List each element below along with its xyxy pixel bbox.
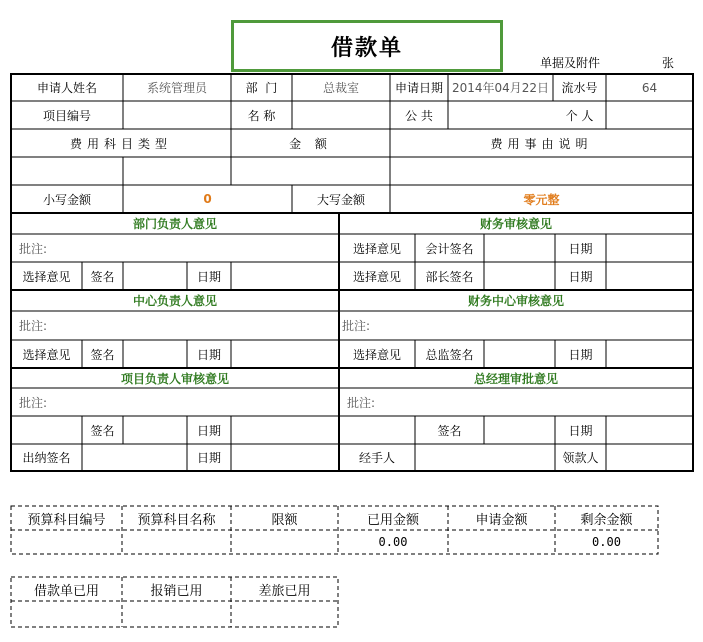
serial-label: 流水号 xyxy=(561,81,598,95)
dept-head-sign-field[interactable] xyxy=(123,262,187,290)
minister-sign-label: 部长签名 xyxy=(425,269,474,284)
cashier-date-field[interactable] xyxy=(231,444,339,471)
budget-header-code: 预算科目编号 xyxy=(27,512,106,528)
reason-header: 费用事由说明 xyxy=(490,136,593,151)
director-sign-label: 总监签名 xyxy=(425,347,474,362)
usage-header-travel: 差旅已用 xyxy=(258,583,311,599)
budget-value-name xyxy=(122,530,231,554)
director-date-label: 日期 xyxy=(568,347,593,362)
personal-label: 个 人 xyxy=(565,108,594,123)
gm-date-field[interactable] xyxy=(606,416,693,444)
budget-value-code xyxy=(11,530,122,554)
center-head-remark[interactable]: 批注: xyxy=(19,319,48,333)
gm-sign-field[interactable] xyxy=(484,416,555,444)
budget-header-apply: 申请金额 xyxy=(475,512,528,528)
receiver-label: 领款人 xyxy=(562,451,599,465)
minister-date-label: 日期 xyxy=(568,269,593,284)
project-head-date-field[interactable] xyxy=(231,416,339,444)
project-head-sign-label: 签名 xyxy=(90,423,115,438)
project-head-sign-field[interactable] xyxy=(123,416,187,444)
small-amount-value: 0 xyxy=(203,192,212,206)
section-gm-approval: 总经理审批意见 xyxy=(473,371,558,386)
accountant-sign-label: 会计签名 xyxy=(425,241,474,256)
center-head-date-label: 日期 xyxy=(196,347,221,362)
budget-header-used: 已用金额 xyxy=(366,512,419,528)
cashier-sign-field[interactable] xyxy=(82,444,187,471)
fee-type-name-field[interactable] xyxy=(123,157,231,185)
fee-type-code-field[interactable] xyxy=(11,157,123,185)
attachments-unit: 张 xyxy=(662,56,675,70)
section-finance-review: 财务审核意见 xyxy=(479,217,552,231)
budget-header-limit: 限额 xyxy=(271,512,298,528)
dept-label: 部 门 xyxy=(245,81,278,95)
reason-field[interactable] xyxy=(390,157,693,185)
center-head-sign-label: 签名 xyxy=(90,347,115,362)
project-no-field[interactable] xyxy=(123,101,231,129)
finance-center-choose-opinion[interactable]: 选择意见 xyxy=(352,347,401,362)
gm-date-label: 日期 xyxy=(568,423,593,438)
applicant-field[interactable]: 系统管理员 xyxy=(146,81,207,95)
finance-center-remark[interactable]: 批注: xyxy=(342,319,371,333)
project-head-remark[interactable]: 批注: xyxy=(19,395,48,410)
dept-head-date-field[interactable] xyxy=(231,262,339,290)
dept-head-remark[interactable]: 批注: xyxy=(19,241,48,256)
fee-type-header: 费用科目类型 xyxy=(69,136,172,151)
receiver-field[interactable] xyxy=(606,444,693,471)
minister-date-field[interactable] xyxy=(606,262,693,290)
dept-field[interactable]: 总裁室 xyxy=(322,81,359,95)
project-no-label: 项目编号 xyxy=(42,108,91,123)
amount-field[interactable] xyxy=(231,157,390,185)
budget-value-limit xyxy=(231,530,338,554)
gm-remark[interactable]: 批注: xyxy=(347,395,376,410)
form-title: 借款单 xyxy=(231,20,503,72)
personal-field[interactable] xyxy=(606,101,693,129)
dept-head-sign-label: 签名 xyxy=(90,269,115,284)
dept-head-date-label: 日期 xyxy=(196,269,221,284)
budget-value-used: 0.00 xyxy=(378,535,408,549)
amount-header: 金 额 xyxy=(289,136,332,151)
director-sign-field[interactable] xyxy=(484,340,555,368)
accountant-date-field[interactable] xyxy=(606,234,693,262)
dept-head-choose-opinion[interactable]: 选择意见 xyxy=(22,269,71,284)
budget-value-apply xyxy=(448,530,555,554)
attachments-label: 单据及附件 xyxy=(540,56,601,70)
serial-field: 64 xyxy=(641,80,658,95)
finance-choose-opinion-2[interactable]: 选择意见 xyxy=(352,269,401,284)
public-label: 公 共 xyxy=(405,108,433,123)
accountant-sign-field[interactable] xyxy=(484,234,555,262)
project-name-field[interactable] xyxy=(292,101,390,129)
section-finance-center: 财务中心审核意见 xyxy=(467,294,564,308)
usage-header-reimburse: 报销已用 xyxy=(150,583,203,599)
project-head-date-label: 日期 xyxy=(196,423,221,438)
budget-header-name: 预算科目名称 xyxy=(137,512,216,528)
section-center-head: 中心负责人意见 xyxy=(132,294,217,308)
date-label: 申请日期 xyxy=(394,81,443,95)
section-project-head: 项目负责人审核意见 xyxy=(120,371,229,386)
project-name-label: 名 称 xyxy=(247,108,276,123)
cashier-sign-label: 出纳签名 xyxy=(22,451,71,465)
center-head-date-field[interactable] xyxy=(231,340,339,368)
big-amount-value: 零元整 xyxy=(523,192,560,207)
gm-sign-label: 签名 xyxy=(437,423,462,438)
handler-field[interactable] xyxy=(415,444,555,471)
director-date-field[interactable] xyxy=(606,340,693,368)
budget-value-remaining: 0.00 xyxy=(592,535,621,549)
usage-header-loan: 借款单已用 xyxy=(33,583,99,599)
section-dept-head: 部门负责人意见 xyxy=(132,217,217,231)
center-head-sign-field[interactable] xyxy=(123,340,187,368)
cashier-date-label: 日期 xyxy=(196,451,221,465)
applicant-label: 申请人姓名 xyxy=(36,81,97,95)
finance-choose-opinion-1[interactable]: 选择意见 xyxy=(352,241,401,256)
budget-header-remaining: 剩余金额 xyxy=(580,512,633,528)
accountant-date-label: 日期 xyxy=(568,241,593,256)
center-head-choose-opinion[interactable]: 选择意见 xyxy=(22,347,71,362)
small-amount-label: 小写金额 xyxy=(42,192,91,207)
date-field[interactable]: 2014年04月22日 xyxy=(451,81,550,95)
minister-sign-field[interactable] xyxy=(484,262,555,290)
handler-label: 经手人 xyxy=(358,451,395,465)
big-amount-label: 大写金额 xyxy=(316,192,365,207)
